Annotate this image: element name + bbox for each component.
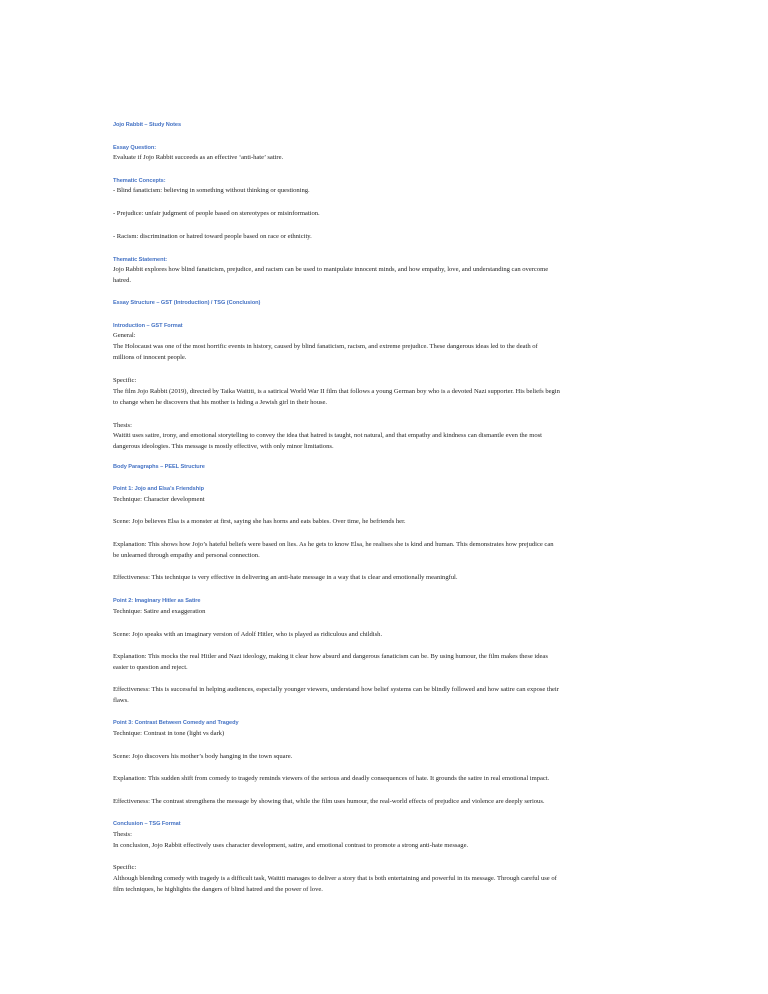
point-2-heading: Point 2: Imaginary Hitler as Satire <box>113 598 201 604</box>
document-title: Jojo Rabbit – Study Notes <box>113 122 182 128</box>
introduction-heading: Introduction – GST Format <box>113 323 183 329</box>
thematic-concept-item: - Racism: discrimination or hatred toward people based on race or ethnicity. <box>113 233 312 240</box>
thematic-concept-item: - Blind fanaticism: believing in something without thinking or questioning. <box>113 187 310 194</box>
specific-label: Specific: <box>113 377 137 384</box>
thematic-statement-line: hatred. <box>113 277 131 284</box>
thematic-concept-item: - Prejudice: unfair judgment of people based on stereotypes or misinformation. <box>113 210 320 217</box>
point-3-explanation: Explanation: This sudden shift from comedy to tragedy reminds viewers of the serious and deadly consequences of hate. It grounds the satire in real emotional impact. <box>113 775 550 782</box>
point-3-scene: Scene: Jojo discovers his mother’s body hanging in the town square. <box>113 753 293 760</box>
point-2-effectiveness: Effectiveness: This is successful in helping audiences, especially younger viewers, understand how belief systems can be blindly followed and how satire can expose their <box>113 686 559 693</box>
point-1-heading: Point 1: Jojo and Elsa’s Friendship <box>113 486 204 492</box>
conclusion-specific-line: Although blending comedy with tragedy is a difficult task, Waititi manages to deliver a story that is both entertaining and powerful in its message. Through careful use of <box>113 875 557 882</box>
conclusion-heading: Conclusion – TSG Format <box>113 821 181 827</box>
essay-question-heading: Essay Question: <box>113 145 157 151</box>
point-1-explanation: be unlearned through empathy and personal connection. <box>113 552 260 559</box>
thematic-statement-heading: Thematic Statement: <box>113 257 168 263</box>
general-line: millions of innocent people. <box>113 354 187 361</box>
body-paragraphs-heading: Body Paragraphs – PEEL Structure <box>113 464 205 470</box>
general-line: The Holocaust was one of the most horrific events in history, caused by blind fanaticism, racism, and extreme prejudice. These dangerous ideas led to the death of <box>113 343 538 350</box>
conclusion-specific-label: Specific: <box>113 864 137 871</box>
point-2-explanation: easier to question and reject. <box>113 664 188 671</box>
specific-line: The film Jojo Rabbit (2019), directed by Taika Waititi, is a satirical World War II film that follows a young German boy who is a devoted Nazi supporter. His beliefs begin <box>113 388 560 395</box>
thematic-statement-line: Jojo Rabbit explores how blind fanaticism, prejudice, and racism can be used to manipulate innocent minds, and how empathy, love, and understanding can overcome <box>113 266 549 273</box>
point-2-technique: Technique: Satire and exaggeration <box>113 608 206 615</box>
essay-structure-heading: Essay Structure – GST (Introduction) / TSG (Conclusion) <box>113 300 261 306</box>
thematic-concepts-heading: Thematic Concepts: <box>113 178 166 184</box>
point-1-explanation: Explanation: This shows how Jojo’s hateful beliefs were based on lies. As he gets to know Elsa, he realises she is kind and human. This demonstrates how prejudice can <box>113 541 554 548</box>
conclusion-specific-line: film techniques, he highlights the dangers of blind hatred and the power of love. <box>113 886 323 893</box>
specific-line: to change when he discovers that his mother is hiding a Jewish girl in their house. <box>113 399 328 406</box>
conclusion-thesis-label: Thesis: <box>113 831 132 838</box>
point-2-scene: Scene: Jojo speaks with an imaginary version of Adolf Hitler, who is played as ridiculous and childish. <box>113 631 383 638</box>
essay-question-text: Evaluate if Jojo Rabbit succeeds as an effective ‘anti-hate’ satire. <box>113 154 284 161</box>
point-2-explanation: Explanation: This mocks the real Hitler and Nazi ideology, making it clear how absurd and dangerous fanaticism can be. By using humour, the film makes these ideas <box>113 653 548 660</box>
point-2-effectiveness: flaws. <box>113 697 129 704</box>
point-1-scene: Scene: Jojo believes Elsa is a monster at first, saying she has horns and eats babies. Over time, he befriends her. <box>113 518 406 525</box>
point-3-heading: Point 3: Contrast Between Comedy and Tragedy <box>113 720 239 726</box>
conclusion-thesis-line: In conclusion, Jojo Rabbit effectively uses character development, satire, and emotional contrast to promote a strong anti-hate message. <box>113 842 469 849</box>
thesis-line: dangerous ideologies. This message is mostly effective, with only minor limitations. <box>113 443 334 450</box>
thesis-label: Thesis: <box>113 422 132 429</box>
point-3-technique: Technique: Contrast in tone (light vs dark) <box>113 730 225 737</box>
point-3-effectiveness: Effectiveness: The contrast strengthens the message by showing that, while the film uses humour, the real-world effects of prejudice and violence are deeply serious. <box>113 798 545 805</box>
point-1-effectiveness: Effectiveness: This technique is very effective in delivering an anti-hate message in a way that is clear and emotionally meaningful. <box>113 574 458 581</box>
point-1-technique: Technique: Character development <box>113 496 205 503</box>
thesis-line: Waititi uses satire, irony, and emotional storytelling to convey the idea that hatred is taught, not natural, and that empathy and kindness can dismantle even the most <box>113 432 542 439</box>
general-label: General: <box>113 332 136 339</box>
